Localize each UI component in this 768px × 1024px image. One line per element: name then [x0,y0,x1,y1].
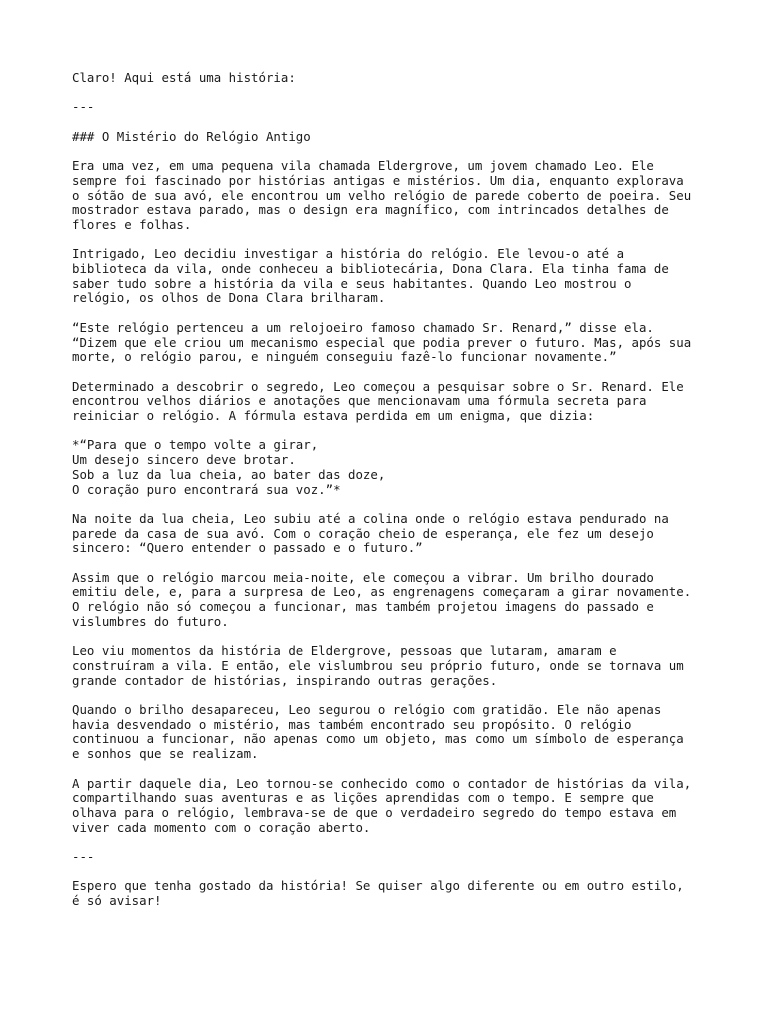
spacer [72,306,728,321]
paragraph-9: Quando o brilho desapareceu, Leo segurou o relógio com gratidão. Ele não apenas havia desvendado o mistério, mas também encontrado seu propósito. O relógio continuou a funcionar, não apenas como um objeto, mas como um símbolo de esperança e sonhos que se realizam. [72,702,684,762]
story-heading: ### O Mistério do Relógio Antigo [72,128,311,144]
paragraph-8: Leo viu momentos da história de Eldergrove, pessoas que lutaram, amaram e construíram a vila. E então, ele vislumbrou seu próprio futuro, onde se tornava um grande contador de histórias, inspirando outras gerações. [72,643,684,688]
spacer [72,144,728,159]
paragraph-4: Determinado a descobrir o segredo, Leo começou a pesquisar sobre o Sr. Renard. Ele encontrou velhos diários e anotações que mencionavam uma fórmula secreta para reiniciar o relógio. A fórmula estava perdida em um enigma, que dizia: [72,378,684,424]
poem-stanza: *“Para que o tempo volte a girar, Um desejo sincero deve brotar. Sob a luz da lua cheia, ao bater das doze, O coração puro encontrará sua voz.”* [72,437,386,497]
spacer [72,865,728,880]
spacer [72,115,728,130]
paragraph-2: Intrigado, Leo decidiu investigar a história do relógio. Ele levou-o até a biblioteca da vila, onde conheceu a bibliotecária, Dona Clara. Ela tinha fama de saber tudo sobre a história da vila e seus habitantes. Quando Leo mostrou o relógio, os olhos de Dona Clara brilharam. [72,246,669,306]
paragraph-7: Assim que o relógio marcou meia-noite, ele começou a vibrar. Um brilho dourado emitiu dele, e, para a surpresa de Leo, as engrenagens começaram a girar novamente. O relógio não só começou a funcionar, mas também projetou imagens do passado e vislumbres do futuro. [72,569,692,629]
paragraph-1: Era uma vez, em uma pequena vila chamada Eldergrove, um jovem chamado Leo. Ele sempre foi fascinado por histórias antigas e mistérios. Um dia, enquanto explorava o sótão de sua avó, ele encontrou um velho relógio de parede coberto de poeira. Seu mostrador estava parado, mas o design era magnífico, com intrincados detalhes de flores e folhas. [72,158,692,232]
spacer [72,365,728,380]
spacer [72,86,728,101]
spacer [72,835,728,850]
spacer [72,630,728,645]
spacer [72,688,728,703]
separator-top: --- [72,99,95,115]
separator-bottom: --- [72,849,95,865]
spacer [72,762,728,777]
paragraph-10: A partir daquele dia, Leo tornou-se conhecido como o contador de histórias da vila, compartilhando suas aventuras e as lições aprendidas com o tempo. E sempre que olhava para o relógio, lembrava-se de que o verdadeiro segredo do tempo estava em viver cada momento com o coração aberto. [72,775,692,835]
spacer [72,556,728,571]
spacer [72,497,728,512]
paragraph-3: “Este relógio pertenceu a um relojoeiro famoso chamado Sr. Renard,” disse ela. “Dizem que ele criou um mecanismo especial que podia prever o futuro. Mas, após sua morte, o relógio parou, e ninguém conseguiu fazê-lo funcionar novamente.” [72,319,692,365]
paragraph-6: Na noite da lua cheia, Leo subiu até a colina onde o relógio estava pendurado na parede da casa de sua avó. Com o coração cheio de esperança, ele fez um desejo sincero: “Quero entender o passado e o futuro.” [72,510,669,556]
closing-line: Espero que tenha gostado da história! Se quiser algo diferente ou em outro estilo, é só avisar! [72,878,684,909]
spacer [72,424,728,439]
intro-line: Claro! Aqui está uma história: [72,70,296,85]
spacer [72,233,728,248]
